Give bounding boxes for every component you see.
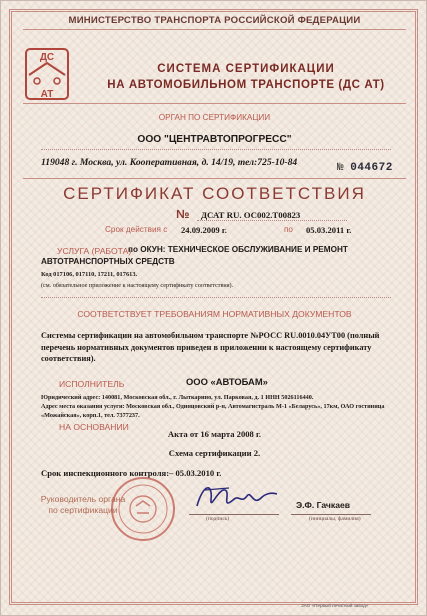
service-label: УСЛУГА (РАБОТА) xyxy=(57,246,132,256)
maker-service-address: Адрес места оказания услуги: Московская обл., Одинцовский р-н, Автомагистраль М-1 «Беларусь», 17км, ОАО гостиница «Можайская», корп.1, тел. 7377237. xyxy=(41,402,385,419)
serial-prefix: № xyxy=(337,162,344,174)
norms-text: Системы сертификации на автомобильном транспорте №РОСС RU.0010.04УТ00 (полный перечень нормативных документов приведен в приложении к настоящему сертификату соответствия). xyxy=(41,331,380,363)
dotted-line xyxy=(41,297,391,298)
service-line1: по ОКУН: ТЕХНИЧЕСКОЕ ОБСЛУЖИВАНИЕ И РЕМОНТ xyxy=(128,245,348,254)
maker-label: ИСПОЛНИТЕЛЬ xyxy=(59,379,125,389)
validity-label: Срок действия с xyxy=(105,225,168,234)
logo-text-top: ДС xyxy=(39,52,55,63)
organ-caption: ОРГАН ПО СЕРТИФИКАЦИИ xyxy=(158,113,271,122)
serial-number xyxy=(337,162,393,174)
norms-label: СООТВЕТСТВУЕТ ТРЕБОВАНИЯМ НОРМАТИВНЫХ ДОКУМЕНТОВ xyxy=(77,309,352,319)
signature-caption: (подпись) xyxy=(206,516,230,522)
certificate-number: ДСАТ RU. ОС002.Т00823 xyxy=(201,210,301,220)
official-stamp-icon xyxy=(109,475,177,543)
divider xyxy=(23,29,406,30)
ds-at-logo-icon xyxy=(23,45,71,103)
inspection-term: Срок инспекционного контроля:– 05.03.2010 г. xyxy=(41,468,222,478)
signer-caption: (инициалы, фамилия) xyxy=(309,516,361,522)
valid-to-label: по xyxy=(284,225,293,234)
dotted-line xyxy=(197,220,347,221)
signer-line xyxy=(291,514,371,515)
ministry-heading: МИНИСТЕРСТВО ТРАНСПОРТА РОССИЙСКОЙ ФЕДЕРАЦИИ xyxy=(68,15,361,26)
divider xyxy=(23,103,406,104)
maker-addresses xyxy=(41,394,393,420)
basis-label: НА ОСНОВАНИИ xyxy=(59,422,129,432)
service-codes: Код 017106, 017110, 17211, 017613. xyxy=(41,271,138,278)
service-line2: АВТОТРАНСПОРТНЫХ СРЕДСТВ xyxy=(41,257,175,266)
valid-from: 24.09.2009 г. xyxy=(181,225,227,235)
number-sign: № xyxy=(176,207,190,221)
service-codes-note: (см. обязательное приложение к настоящему сертификату соответствия). xyxy=(41,282,234,289)
serial-value: 044672 xyxy=(350,162,393,174)
footer-printer: ЗАО «Первый печатный завод» xyxy=(301,603,369,608)
organ-name: ООО "ЦЕНТРАВТОПРОГРЕСС" xyxy=(137,134,292,145)
maker-name: ООО «АВТОБАМ» xyxy=(186,376,268,387)
maker-legal-address: Юридический адрес: 140081, Московская обл., г. Лыткарино, ул. Парковая, д. 1 ИНН 5026116440. xyxy=(41,394,314,401)
valid-to: 05.03.2011 г. xyxy=(306,225,352,235)
certification-scheme: Схема сертификации 2. xyxy=(168,448,261,458)
organ-address: 119048 г. Москва, ул. Кооперативная, д. 14/19, тел:725-10-84 xyxy=(41,157,298,168)
system-title-line1: СИСТЕМА СЕРТИФИКАЦИИ xyxy=(157,63,335,75)
certificate-title: СЕРТИФИКАТ СООТВЕТСТВИЯ xyxy=(63,184,366,203)
divider xyxy=(23,178,406,179)
signature-line xyxy=(189,514,279,515)
system-title-line2: НА АВТОМОБИЛЬНОМ ТРАНСПОРТЕ (ДС АТ) xyxy=(107,79,385,91)
logo-text-bottom: АТ xyxy=(40,89,54,100)
head-label: Руководитель органа по сертификации xyxy=(40,494,126,515)
dotted-line xyxy=(41,149,391,150)
signer-name: Э.Ф. Гачкаев xyxy=(296,500,351,510)
basis-act: Акта от 16 марта 2008 г. xyxy=(167,429,262,439)
